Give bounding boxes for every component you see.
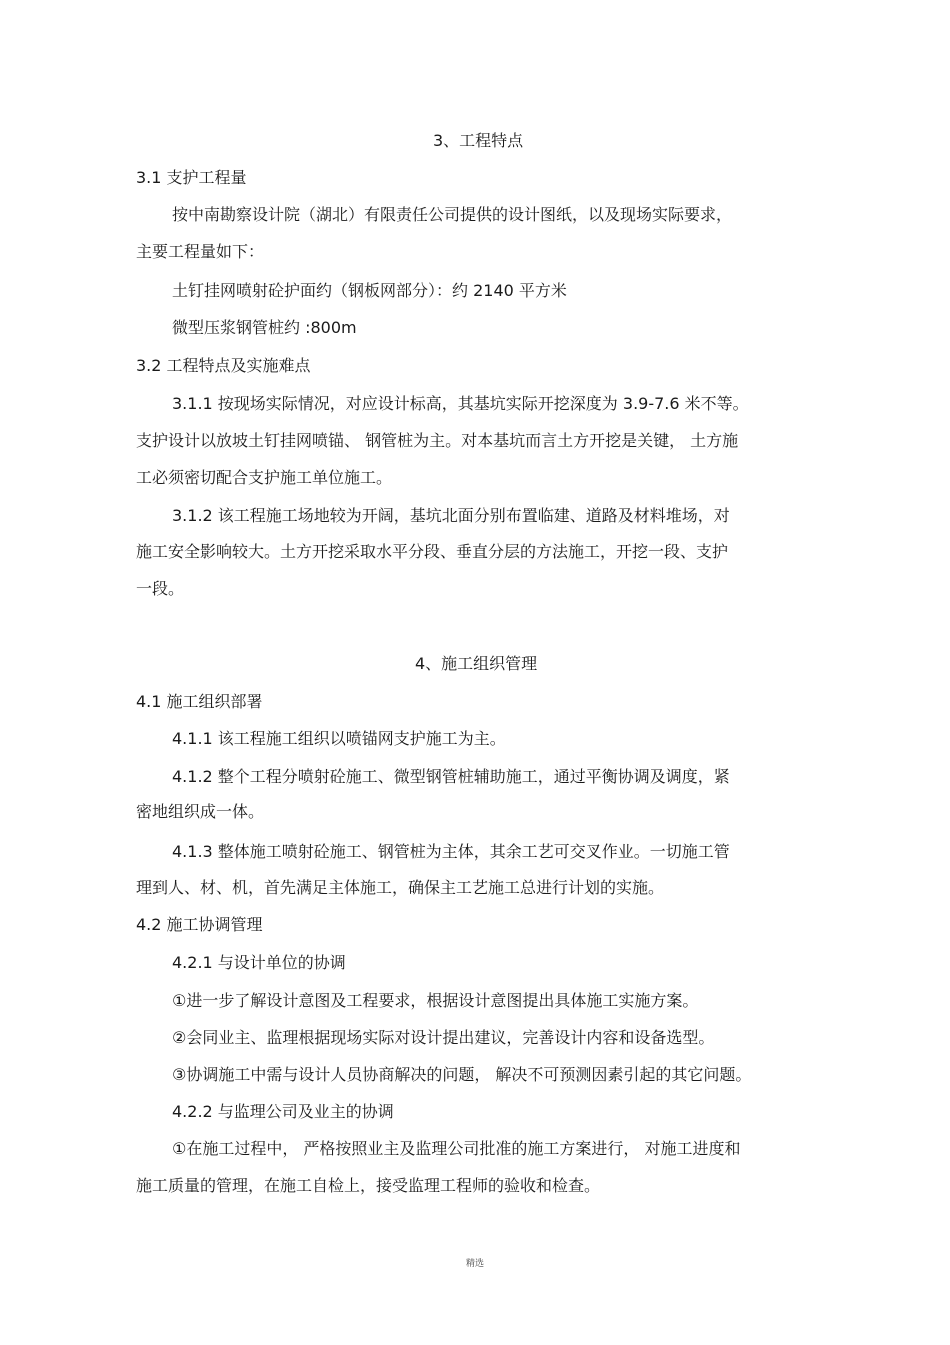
paragraph-line: 4.2.1 与设计单位的协调 bbox=[172, 953, 346, 972]
page-footer: 精选 bbox=[466, 1259, 485, 1269]
paragraph-line: 3.1.2 该工程施工场地较为开阔，基坑北面分别布置临建、道路及材料堆场，对 bbox=[172, 506, 730, 525]
list-item: ①进一步了解设计意图及工程要求，根据设计意图提出具体施工实施方案。 bbox=[172, 991, 699, 1010]
quantity-item: 土钉挂网喷射砼护面约（钢板网部分）：约 2140 平方米 bbox=[172, 281, 567, 300]
list-item: ③协调施工中需与设计人员协商解决的问题， 解决不可预测因素引起的其它问题。 bbox=[172, 1065, 752, 1084]
section3-title: 3、工程特点 bbox=[433, 131, 524, 150]
paragraph-line: 4.1.3 整体施工喷射砼施工、钢管桩为主体，其余工艺可交叉作业。一切施工管 bbox=[172, 842, 730, 861]
section4-title: 4、施工组织管理 bbox=[415, 654, 538, 673]
paragraph-line: 施工安全影响较大。土方开挖采取水平分段、垂直分层的方法施工，开挖一段、支护 bbox=[136, 542, 729, 561]
section3-2-heading: 3.2 工程特点及实施难点 bbox=[136, 356, 311, 375]
paragraph-line: 理到人、材、机，首先满足主体施工，确保主工艺施工总进行计划的实施。 bbox=[136, 878, 665, 897]
paragraph-line: 主要工程量如下： bbox=[136, 242, 265, 261]
paragraph-line: 一段。 bbox=[136, 579, 185, 598]
section4-2-heading: 4.2 施工协调管理 bbox=[136, 915, 263, 934]
section4-1-heading: 4.1 施工组织部署 bbox=[136, 692, 263, 711]
paragraph-line: 密地组织成一体。 bbox=[136, 802, 265, 821]
list-item: ①在施工过程中， 严格按照业主及监理公司批准的施工方案进行， 对施工进度和 bbox=[172, 1139, 741, 1158]
paragraph-line: 4.2.2 与监理公司及业主的协调 bbox=[172, 1102, 394, 1121]
paragraph-line: 工必须密切配合支护施工单位施工。 bbox=[136, 468, 393, 487]
list-item: ②会同业主、监理根据现场实际对设计提出建议，完善设计内容和设备选型。 bbox=[172, 1028, 715, 1047]
paragraph-line: 3.1.1 按现场实际情况，对应设计标高，其基坑实际开挖深度为 3.9-7.6 米不等。 bbox=[172, 394, 749, 413]
paragraph-line: 4.1.1 该工程施工组织以喷锚网支护施工为主。 bbox=[172, 729, 506, 748]
paragraph-line: 按中南勘察设计院（湖北）有限责任公司提供的设计图纸，以及现场实际要求， bbox=[172, 205, 733, 224]
paragraph-line: 支护设计以放坡土钉挂网喷锚、 钢管桩为主。对本基坑而言土方开挖是关键， 土方施 bbox=[136, 431, 739, 450]
section3-1-heading: 3.1 支护工程量 bbox=[136, 168, 247, 187]
paragraph-line: 4.1.2 整个工程分喷射砼施工、微型钢管桩辅助施工，通过平衡协调及调度，紧 bbox=[172, 767, 730, 786]
paragraph-line: 施工质量的管理，在施工自检上，接受监理工程师的验收和检查。 bbox=[136, 1176, 601, 1195]
quantity-item: 微型压浆钢管桩约 :800m bbox=[172, 318, 357, 337]
